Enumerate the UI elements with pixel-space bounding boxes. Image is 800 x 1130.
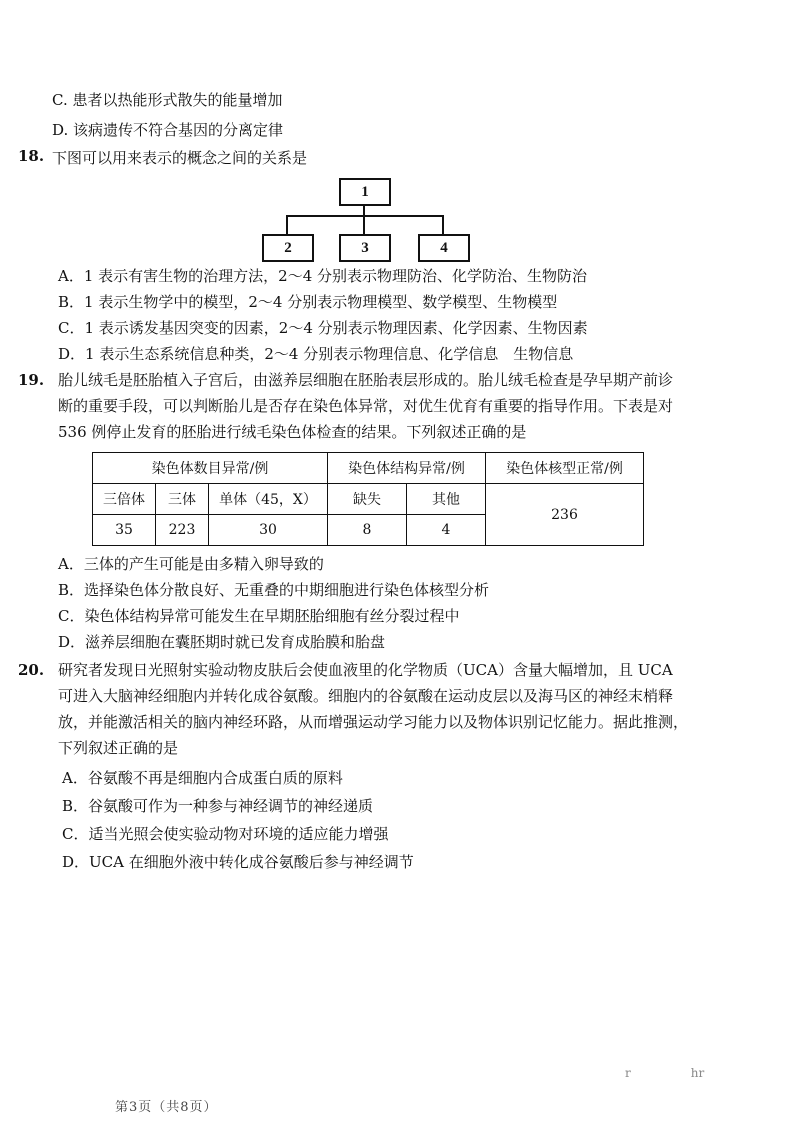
scan-marks: r hr bbox=[625, 1066, 705, 1080]
q20-stem-line-1: 研究者发现日光照射实验动物皮肤后会使血液里的化学物质（UCA）含量大幅增加，且 UCA bbox=[58, 661, 673, 679]
table-sub-header-row bbox=[93, 484, 644, 515]
header-karyotype-normal: 染色体核型正常/例 bbox=[486, 453, 644, 484]
connector-left bbox=[286, 215, 288, 234]
q19-stem-line-2: 断的重要手段，可以判断胎儿是否存在染色体异常，对优生优育有重要的指导作用。下表是对 bbox=[58, 397, 674, 415]
q18-option-c: C．1 表示诱发基因突变的因素，2～4 分别表示物理因素、化学因素、生物因素 bbox=[58, 319, 588, 337]
q20-option-a: A．谷氨酸不再是细胞内合成蛋白质的原料 bbox=[62, 769, 343, 787]
cell-trisomy: 223 bbox=[156, 515, 209, 546]
cell-monosomy: 30 bbox=[209, 515, 328, 546]
q18-option-b: B．1 表示生物学中的模型，2～4 分别表示物理模型、数学模型、生物模型 bbox=[58, 293, 558, 311]
connector-middle bbox=[363, 215, 365, 234]
cell-other: 4 bbox=[407, 515, 486, 546]
subheader-monosomy: 单体（45，X） bbox=[209, 484, 328, 515]
subheader-triploid: 三倍体 bbox=[93, 484, 156, 515]
q18-stem: 下图可以用来表示的概念之间的关系是 bbox=[52, 149, 308, 167]
header-number-abnormal: 染色体数目异常/例 bbox=[93, 453, 328, 484]
header-structure-abnormal: 染色体结构异常/例 bbox=[328, 453, 486, 484]
q19-stem-line-1: 胎儿绒毛是胚胎植入子宫后，由滋养层细胞在胚胎表层形成的。胎儿绒毛检查是孕早期产前诊 bbox=[58, 371, 674, 389]
cell-normal-value: 236 bbox=[486, 484, 644, 546]
page-footer: 第3页（共8页） bbox=[115, 1100, 218, 1115]
subheader-deletion: 缺失 bbox=[328, 484, 407, 515]
concept-box-1: 1 bbox=[339, 178, 391, 206]
q18-number: 18. bbox=[18, 147, 45, 165]
q20-number: 20. bbox=[18, 661, 45, 679]
concept-box-4: 4 bbox=[418, 234, 470, 262]
cell-triploid: 35 bbox=[93, 515, 156, 546]
q18-option-a: A．1 表示有害生物的治理方法，2～4 分别表示物理防治、化学防治、生物防治 bbox=[58, 267, 588, 285]
q18-option-d: D．1 表示生态系统信息种类，2～4 分别表示物理信息、化学信息 生物信息 bbox=[58, 345, 574, 363]
q19-option-b: B．选择染色体分散良好、无重叠的中期细胞进行染色体核型分析 bbox=[58, 581, 490, 599]
q19-option-a: A．三体的产生可能是由多精入卵导致的 bbox=[58, 555, 324, 573]
connector-horizontal bbox=[286, 215, 444, 217]
table-group-header-row bbox=[93, 453, 644, 484]
q20-option-b: B．谷氨酸可作为一种参与神经调节的神经递质 bbox=[62, 797, 374, 815]
connector-right bbox=[442, 215, 444, 234]
q20-stem-line-3: 放，并能激活相关的脑内神经环路，从而增强运动学习能力以及物体识别记忆能力。据此推测， bbox=[58, 713, 689, 731]
q19-number: 19. bbox=[18, 371, 45, 389]
q19-option-c: C．染色体结构异常可能发生在早期胚胎细胞有丝分裂过程中 bbox=[58, 607, 460, 625]
q19-stem-line-3: 536 例停止发育的胚胎进行绒毛染色体检查的结果。下列叙述正确的是 bbox=[58, 423, 527, 441]
q17-option-c: C. 患者以热能形式散失的能量增加 bbox=[52, 91, 283, 109]
q20-stem-line-2: 可进入大脑神经细胞内并转化成谷氨酸。细胞内的谷氨酸在运动皮层以及海马区的神经末梢释 bbox=[58, 687, 674, 705]
q20-option-c: C．适当光照会使实验动物对环境的适应能力增强 bbox=[62, 825, 389, 843]
chromosome-table bbox=[92, 452, 644, 546]
subheader-other: 其他 bbox=[407, 484, 486, 515]
q20-stem-line-4: 下列叙述正确的是 bbox=[58, 739, 179, 757]
q20-option-d: D．UCA 在细胞外液中转化成谷氨酸后参与神经调节 bbox=[62, 853, 414, 871]
q19-option-d: D．滋养层细胞在囊胚期时就已发育成胎膜和胎盘 bbox=[58, 633, 386, 651]
concept-box-2: 2 bbox=[262, 234, 314, 262]
cell-deletion: 8 bbox=[328, 515, 407, 546]
subheader-trisomy: 三体 bbox=[156, 484, 209, 515]
concept-box-3: 3 bbox=[339, 234, 391, 262]
q17-option-d: D. 该病遗传不符合基因的分离定律 bbox=[52, 121, 284, 139]
